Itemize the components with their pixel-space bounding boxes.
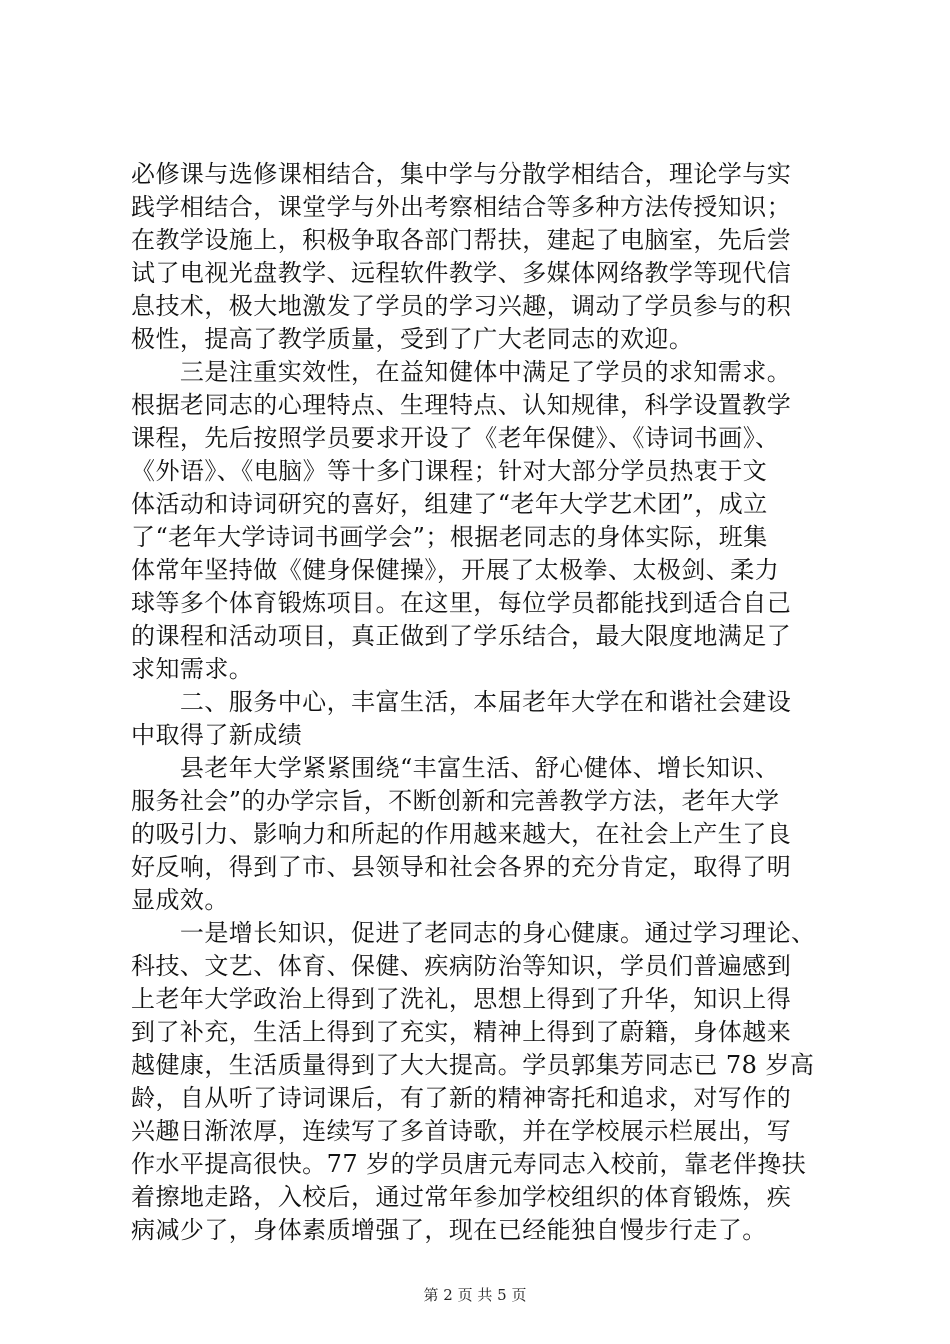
page-number-footer: 第 2 页 共 5 页 <box>423 1286 527 1304</box>
text-line: 三是注重实效性，在益知健体中满足了学员的求知需求。 <box>131 358 792 386</box>
text-line: 球等多个体育锻炼项目。在这里，每位学员都能找到适合自己 <box>131 589 792 617</box>
text-line: 践学相结合，课堂学与外出考察相结合等多种方法传授知识； <box>131 193 792 221</box>
text-line: 好反响，得到了市、县领导和社会各界的充分肯定，取得了明 <box>131 853 792 881</box>
text-line: 一是增长知识，促进了老同志的身心健康。通过学习理论、 <box>131 919 816 947</box>
text-line: 显成效。 <box>131 886 229 914</box>
text-line: 兴趣日渐浓厚，连续写了多首诗歌，并在学校展示栏展出，写 <box>131 1117 792 1145</box>
text-line: 试了电视光盘教学、远程软件教学、多媒体网络教学等现代信 <box>131 259 792 287</box>
text-line: 求知需求。 <box>131 655 254 683</box>
text-line: 体活动和诗词研究的喜好，组建了“老年大学艺术团”，成立 <box>131 490 768 518</box>
text-line: 在教学设施上，积极争取各部门帮扶，建起了电脑室，先后尝 <box>131 226 792 254</box>
text-line: 课程，先后按照学员要求开设了《老年保健》、《诗词书画》、 <box>131 424 780 452</box>
section-heading-line: 二、服务中心，丰富生活，本届老年大学在和谐社会建设 <box>131 688 792 716</box>
body-text <box>131 158 831 1247</box>
text-line: 到了补充，生活上得到了充实，精神上得到了蔚籍，身体越来 <box>131 1018 792 1046</box>
text-line: 县老年大学紧紧围绕“丰富生活、舒心健体、增长知识、 <box>131 754 780 782</box>
text-line: 越健康，生活质量得到了大大提高。学员郭集芳同志已 78 岁高 <box>131 1051 815 1079</box>
text-line: 科技、文艺、体育、保健、疾病防治等知识，学员们普遍感到 <box>131 952 792 980</box>
text-line: 根据老同志的心理特点、生理特点、认知规律，科学设置教学 <box>131 391 792 419</box>
text-line: 服务社会”的办学宗旨，不断创新和完善教学方法，老年大学 <box>131 787 780 815</box>
section-heading-line: 中取得了新成绩 <box>131 721 303 749</box>
text-line: 的吸引力、影响力和所起的作用越来越大，在社会上产生了良 <box>131 820 792 848</box>
text-line: 《外语》、《电脑》等十多门课程；针对大部分学员热衷于文 <box>131 457 768 485</box>
text-line: 息技术，极大地激发了学员的学习兴趣，调动了学员参与的积 <box>131 292 792 320</box>
text-line: 体常年坚持做《健身保健操》，开展了太极拳、太极剑、柔力 <box>131 556 780 584</box>
text-line: 上老年大学政治上得到了洗礼，思想上得到了升华，知识上得 <box>131 985 792 1013</box>
text-line: 病减少了，身体素质增强了，现在已经能独自慢步行走了。 <box>131 1216 767 1244</box>
text-line: 的课程和活动项目，真正做到了学乐结合，最大限度地满足了 <box>131 622 792 650</box>
text-line: 极性，提高了教学质量，受到了广大老同志的欢迎。 <box>131 325 694 353</box>
text-line: 龄，自从听了诗词课后，有了新的精神寄托和追求，对写作的 <box>131 1084 792 1112</box>
text-line: 作水平提高很快。77 岁的学员唐元寿同志入校前，靠老伴搀扶 <box>131 1150 807 1178</box>
text-line: 了“老年大学诗词书画学会”；根据老同志的身体实际，班集 <box>131 523 768 551</box>
text-line: 着擦地走路，入校后，通过常年参加学校组织的体育锻炼，疾 <box>131 1183 792 1211</box>
text-line: 必修课与选修课相结合，集中学与分散学相结合，理论学与实 <box>131 160 792 188</box>
